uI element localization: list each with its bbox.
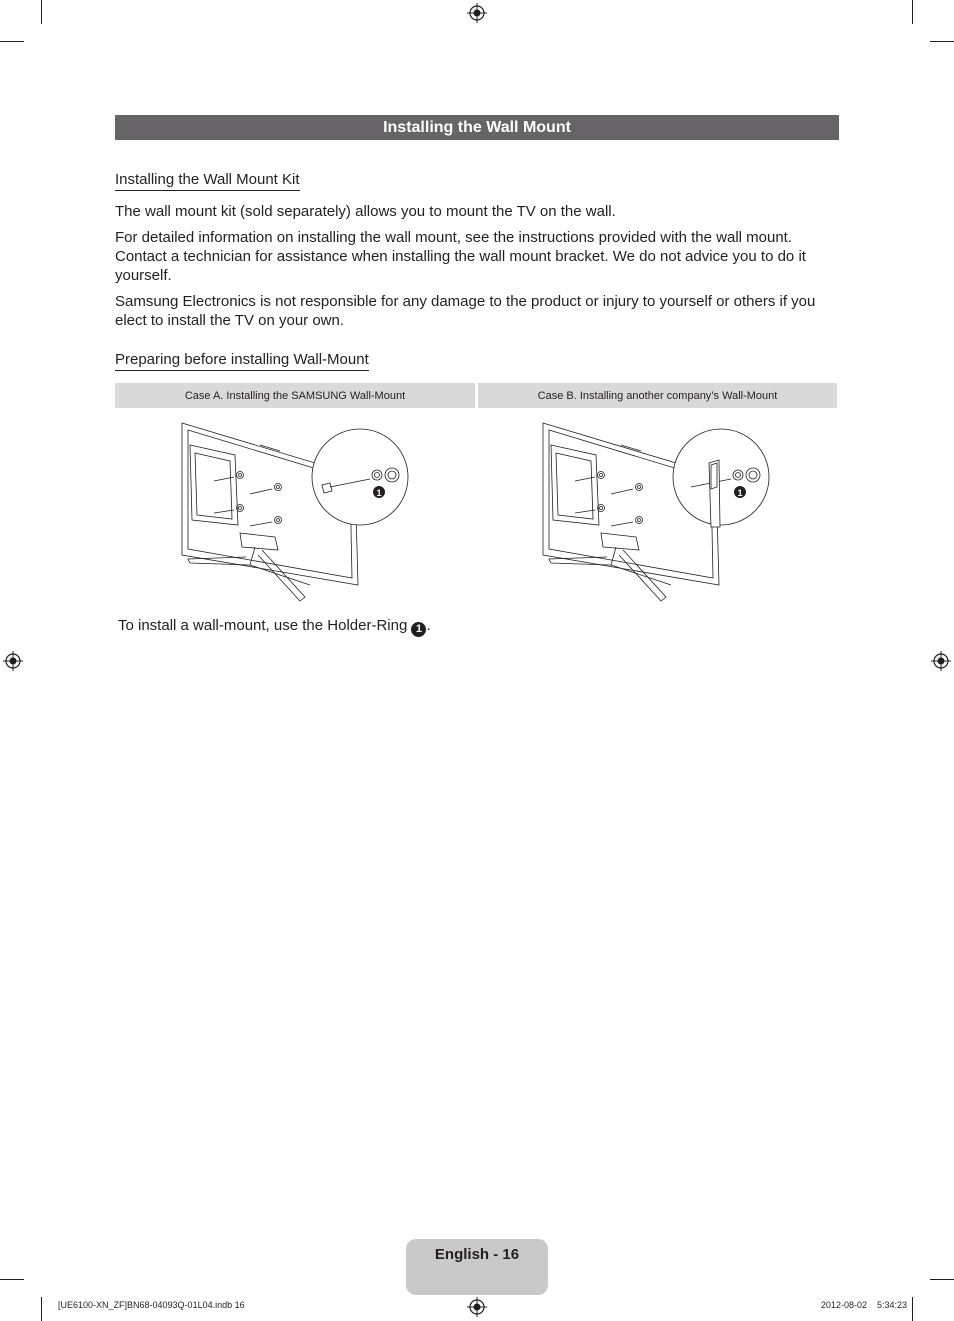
slug-left: [UE6100-XN_ZF]BN68-04093Q-01L04.indb 16 <box>58 1300 245 1310</box>
callout-number: 1 <box>376 488 382 498</box>
crop-mark <box>912 0 913 24</box>
crop-mark <box>0 1279 24 1280</box>
kit-paragraph: For detailed information on installing the wall mount, see the instructions provided with the wall mount. Contact a technician for assistance when installing the wall mount bracket. We do not advice you to do it yourself. <box>115 229 806 284</box>
kit-paragraph: The wall mount kit (sold separately) allows you to mount the TV on the wall. <box>115 203 616 220</box>
registration-mark-icon <box>467 1297 487 1317</box>
crop-mark <box>930 41 954 42</box>
note-end: . <box>426 617 431 634</box>
crop-mark <box>930 1279 954 1280</box>
registration-mark-icon <box>931 651 951 671</box>
crop-mark <box>41 1297 42 1321</box>
registration-mark-icon <box>467 3 487 23</box>
holder-ring-note <box>118 616 844 637</box>
crop-mark <box>912 1297 913 1321</box>
kit-paragraph: Samsung Electronics is not responsible for any damage to the product or injury to yourself or others if you elect to install the TV on your own. <box>115 293 816 329</box>
crop-mark <box>41 0 42 24</box>
tv-wall-mount-illustration-a <box>180 415 420 605</box>
slug-right: 2012-08-02 5:34:23 <box>820 1300 907 1310</box>
holder-ring-badge: 1 <box>411 622 426 637</box>
callout-number: 1 <box>737 488 743 498</box>
page-number-tab: English - 16 <box>406 1239 548 1295</box>
registration-mark-icon <box>3 651 23 671</box>
section-title: Installing the Wall Mount <box>115 115 839 140</box>
kit-heading: Installing the Wall Mount Kit <box>115 171 300 191</box>
crop-mark <box>0 41 24 42</box>
case-a-label: Case A. Installing the SAMSUNG Wall-Mount <box>115 383 475 408</box>
preparing-heading: Preparing before installing Wall-Mount <box>115 351 369 371</box>
note-text: To install a wall-mount, use the Holder-Ring <box>118 617 408 634</box>
case-b-label: Case B. Installing another company’s Wall-Mount <box>478 383 837 408</box>
tv-wall-mount-illustration-b <box>541 415 781 605</box>
